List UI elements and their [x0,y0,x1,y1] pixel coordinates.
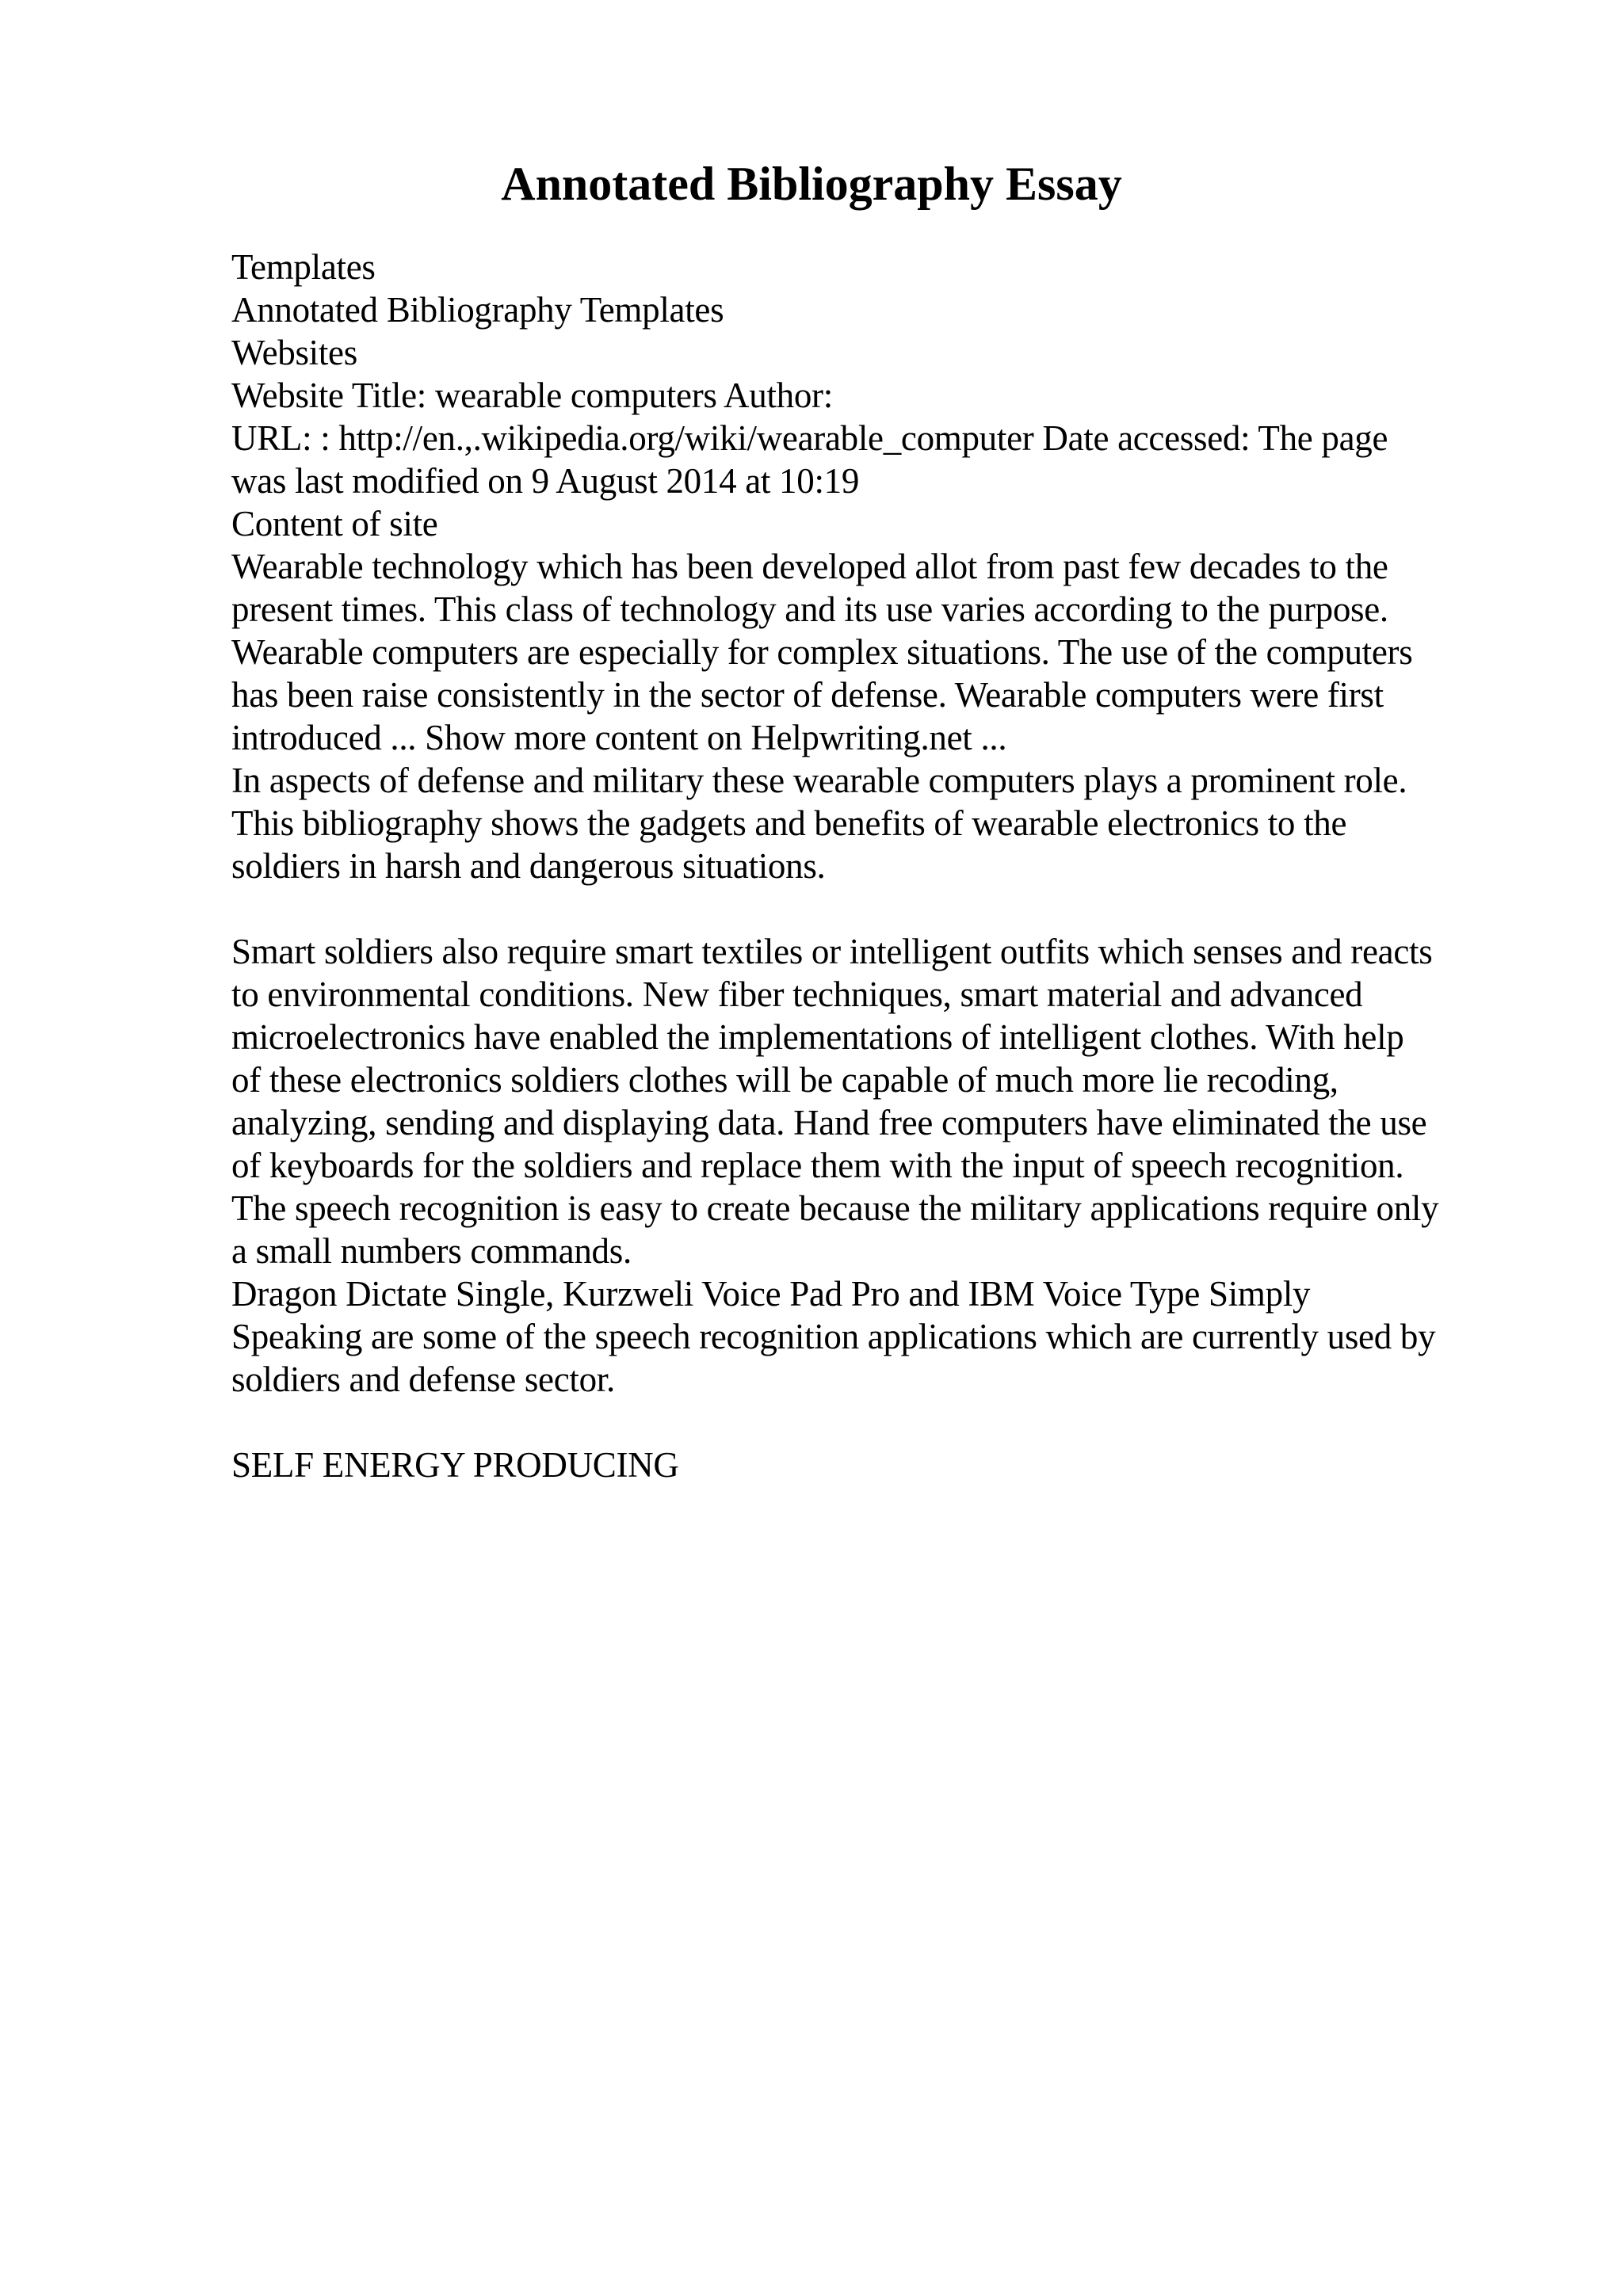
text-line: a small numbers commands. [231,1231,632,1271]
text-line: This bibliography shows the gadgets and benefits of wearable electronics to the [231,803,1347,843]
text-line: microelectronics have enabled the implementations of intelligent clothes. With help [231,1017,1404,1057]
text-line: Annotated Bibliography Templates [231,290,724,330]
text-line: Dragon Dictate Single, Kurzweli Voice Pad Pro and IBM Voice Type Simply [231,1274,1311,1314]
text-line: has been raise consistently in the sector of defense. Wearable computers were first [231,675,1384,715]
text-line: In aspects of defense and military these wearable computers plays a prominent role. [231,761,1407,800]
section-heading: SELF ENERGY PRODUCING [231,1445,679,1485]
text-line: soldiers and defense sector. [231,1360,615,1399]
text-line: analyzing, sending and displaying data. Hand free computers have eliminated the use [231,1103,1427,1142]
text-line: Templates [231,247,376,287]
text-line: of keyboards for the soldiers and replace them with the input of speech recognition. [231,1146,1404,1185]
text-line: Speaking are some of the speech recognition applications which are currently used by [231,1317,1436,1356]
text-line: Content of site [231,504,438,543]
text-line: was last modified on 9 August 2014 at 10:19 [231,461,860,501]
text-line: Wearable technology which has been developed allot from past few decades to the [231,547,1388,586]
paragraph-gap [231,1401,1531,1444]
text-line: of these electronics soldiers clothes will be capable of much more lie recoding, [231,1060,1338,1100]
text-line: to environmental conditions. New fiber techniques, smart material and advanced [231,974,1363,1014]
text-line: Website Title: wearable computers Author: [231,376,833,415]
text-line: Websites [231,333,357,372]
text-line: introduced ... Show more content on Helpwriting.net ... [231,718,1007,757]
paragraph-gap [231,887,1531,930]
text-line: Wearable computers are especially for complex situations. The use of the computers [231,632,1413,672]
document-body [231,246,1531,1486]
text-line: URL: : http://en.,.wikipedia.org/wiki/wearable_computer Date accessed: The page [231,418,1388,458]
document-title: Annotated Bibliography Essay [501,158,1122,210]
text-line: present times. This class of technology and its use varies according to the purpose. [231,589,1388,629]
text-line: Smart soldiers also require smart textiles or intelligent outfits which senses and reacts [231,932,1433,971]
text-line: soldiers in harsh and dangerous situations. [231,846,826,886]
text-line: The speech recognition is easy to create because the military applications require only [231,1188,1439,1228]
